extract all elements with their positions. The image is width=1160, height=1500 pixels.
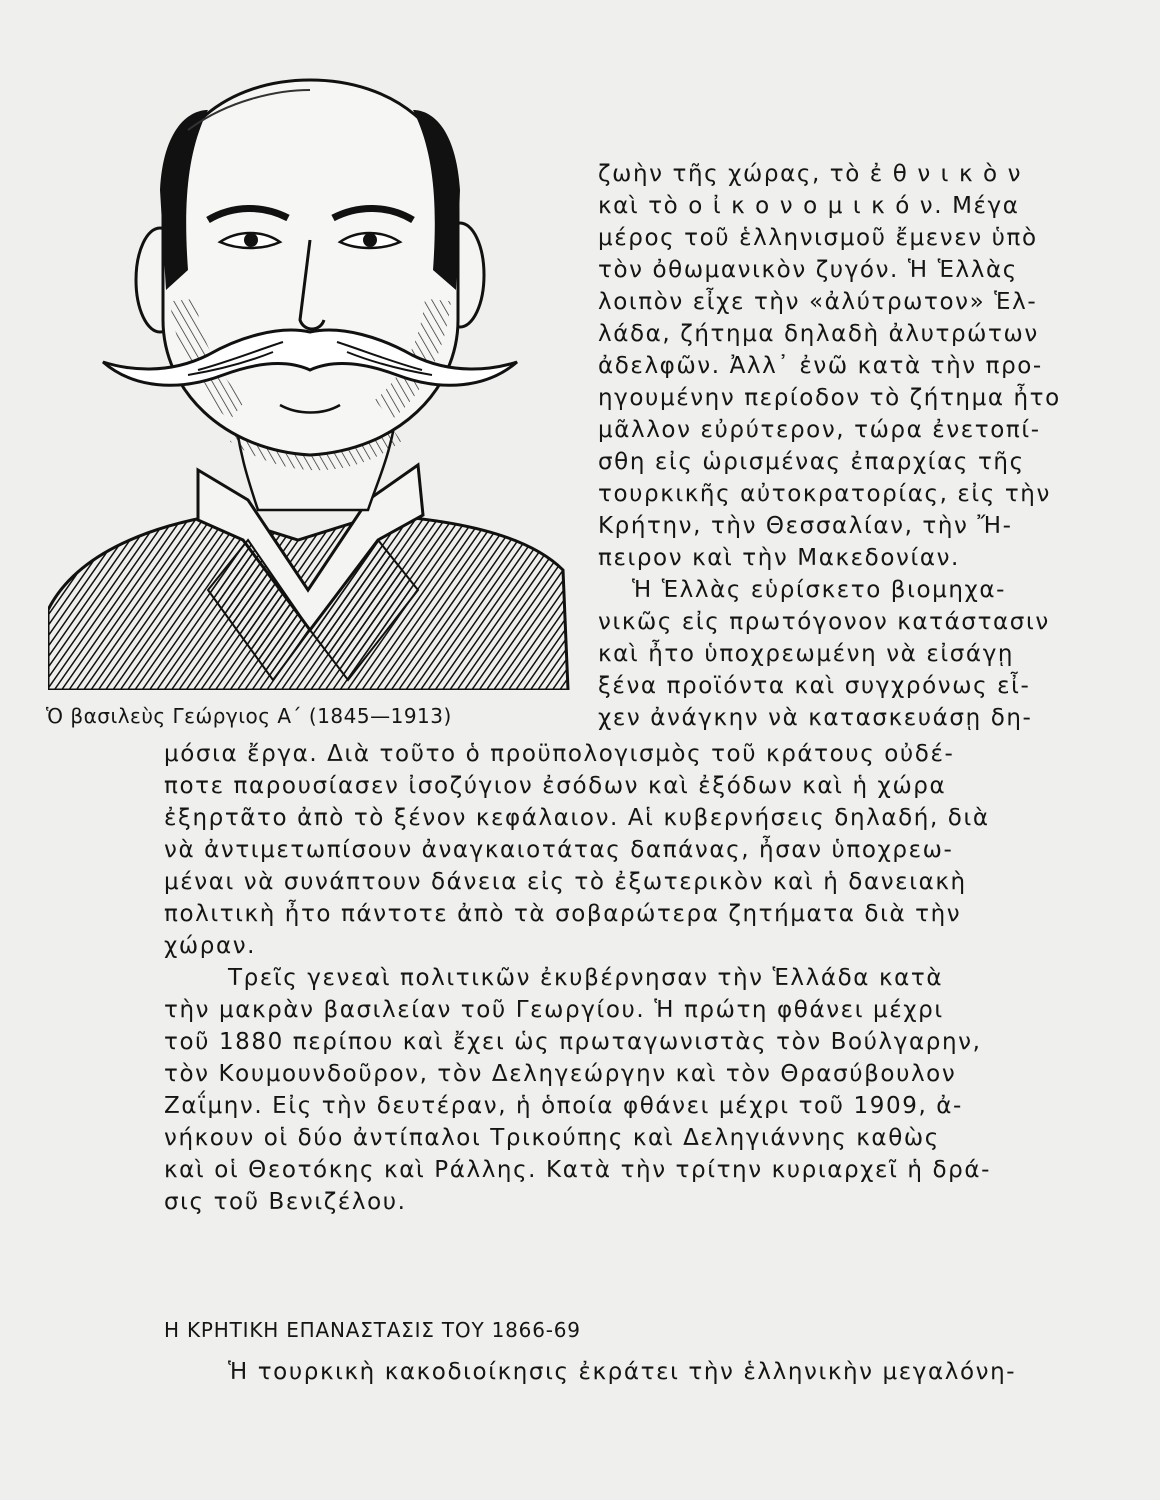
text-line: ἀδελφῶν. Ἀλλ᾽ ἐνῶ κατὰ τὴν προ- (598, 353, 1043, 379)
text-line: μέναι νὰ συνάπτουν δάνεια εἰς τὸ ἐξωτερικὸν καὶ ἡ δανειακὴ (164, 869, 967, 895)
text-line: ποτε παρουσίασεν ἰσοζύγιον ἐσόδων καὶ ἐξόδων καὶ ἡ χώρα (164, 773, 947, 799)
text-line: ηγουμένην περίοδον τὸ ζήτημα ἦτο (598, 385, 1061, 411)
text-line: σις τοῦ Βενιζέλου. (164, 1189, 407, 1215)
text-line: τουρκικῆς αὐτοκρατορίας, εἰς τὴν (598, 481, 1051, 507)
text-line: τὸν ὀθωμανικὸν ζυγόν. Ἡ Ἑλλὰς (598, 257, 1018, 283)
text-line: μόσια ἔργα. Διὰ τοῦτο ὁ προϋπολογισμὸς τοῦ κράτους οὐδέ- (164, 741, 955, 767)
text-line: τοῦ 1880 περίπου καὶ ἔχει ὡς πρωταγωνιστὰς τὸν Βούλγαρην, (164, 1029, 982, 1055)
text-line: Ζαΐμην. Εἰς τὴν δευτέραν, ἡ ὁποία φθάνει μέχρι τοῦ 1909, ἀ- (164, 1093, 963, 1119)
text-line: ἐξηρτᾶτο ἀπὸ τὸ ξένον κεφάλαιον. Αἱ κυβερνήσεις δηλαδή, διὰ (164, 805, 990, 831)
section-first-line: Ἡ τουρκικὴ κακοδιοίκησις ἐκράτει τὴν ἑλληνικὴν μεγαλόνη- (228, 1359, 1017, 1385)
text-line: καὶ οἱ Θεοτόκης καὶ Ράλλης. Κατὰ τὴν τρίτην κυριαρχεῖ ἡ δρά- (164, 1157, 992, 1183)
text-line: καὶ τὸ ο ἰ κ ο ν ο μ ι κ ό ν. Μέγα (598, 193, 1020, 219)
text-line: Ἡ Ἑλλὰς εὑρίσκετο βιομηχα- (632, 577, 1007, 603)
text-line: σθη εἰς ὡρισμένας ἐπαρχίας τῆς (598, 449, 1025, 475)
text-line: πολιτικὴ ἦτο πάντοτε ἀπὸ τὰ σοβαρώτερα ζητήματα διὰ τὴν (164, 901, 962, 927)
portrait-engraving (48, 70, 573, 690)
text-line: Τρεῖς γενεαὶ πολιτικῶν ἐκυβέρνησαν τὴν Ἑλλάδα κατὰ (228, 965, 944, 991)
portrait-caption: Ὁ βασιλεὺς Γεώργιος Α΄ (1845—1913) (46, 704, 452, 728)
text-line: λάδα, ζήτημα δηλαδὴ ἀλυτρώτων (598, 321, 1039, 347)
text-line: μέρος τοῦ ἑλληνισμοῦ ἔμενεν ὑπὸ (598, 225, 1038, 251)
text-line: νὰ ἀντιμετωπίσουν ἀναγκαιοτάτας δαπάνας, ἦσαν ὑποχρεω- (164, 837, 954, 863)
text-line: ξένα προϊόντα καὶ συγχρόνως εἶ- (598, 673, 1031, 699)
text-line: τὴν μακρὰν βασιλείαν τοῦ Γεωργίου. Ἡ πρώτη φθάνει μέχρι (164, 997, 944, 1023)
text-line: χεν ἀνάγκην νὰ κατασκευάσῃ δη- (598, 705, 1033, 731)
text-line: Κρήτην, τὴν Θεσσαλίαν, τὴν Ἤ- (598, 513, 1013, 539)
text-line: καὶ ἦτο ὑποχρεωμένη νὰ εἰσάγῃ (598, 641, 1015, 667)
section-heading: Η ΚΡΗΤΙΚΗ ΕΠΑΝΑΣΤΑΣΙΣ ΤΟΥ 1866-69 (164, 1318, 581, 1342)
text-line: χώραν. (164, 933, 257, 959)
text-line: νικῶς εἰς πρωτόγονον κατάστασιν (598, 609, 1050, 635)
text-line: μᾶλλον εὐρύτερον, τώρα ἐνετοπί- (598, 417, 1041, 443)
text-line: λοιπὸν εἶχε τὴν «ἀλύτρωτον» Ἑλ- (598, 289, 1038, 315)
text-line: νήκουν οἱ δύο ἀντίπαλοι Τρικούπης καὶ Δεληγιάννης καθὼς (164, 1125, 940, 1151)
text-line: τὸν Κουμουνδοῦρον, τὸν Δεληγεώργην καὶ τὸν Θρασύβουλον (164, 1061, 957, 1087)
text-line: ζωὴν τῆς χώρας, τὸ ἐ θ ν ι κ ὸ ν (598, 161, 1023, 187)
text-line: πειρον καὶ τὴν Μακεδονίαν. (598, 545, 960, 571)
